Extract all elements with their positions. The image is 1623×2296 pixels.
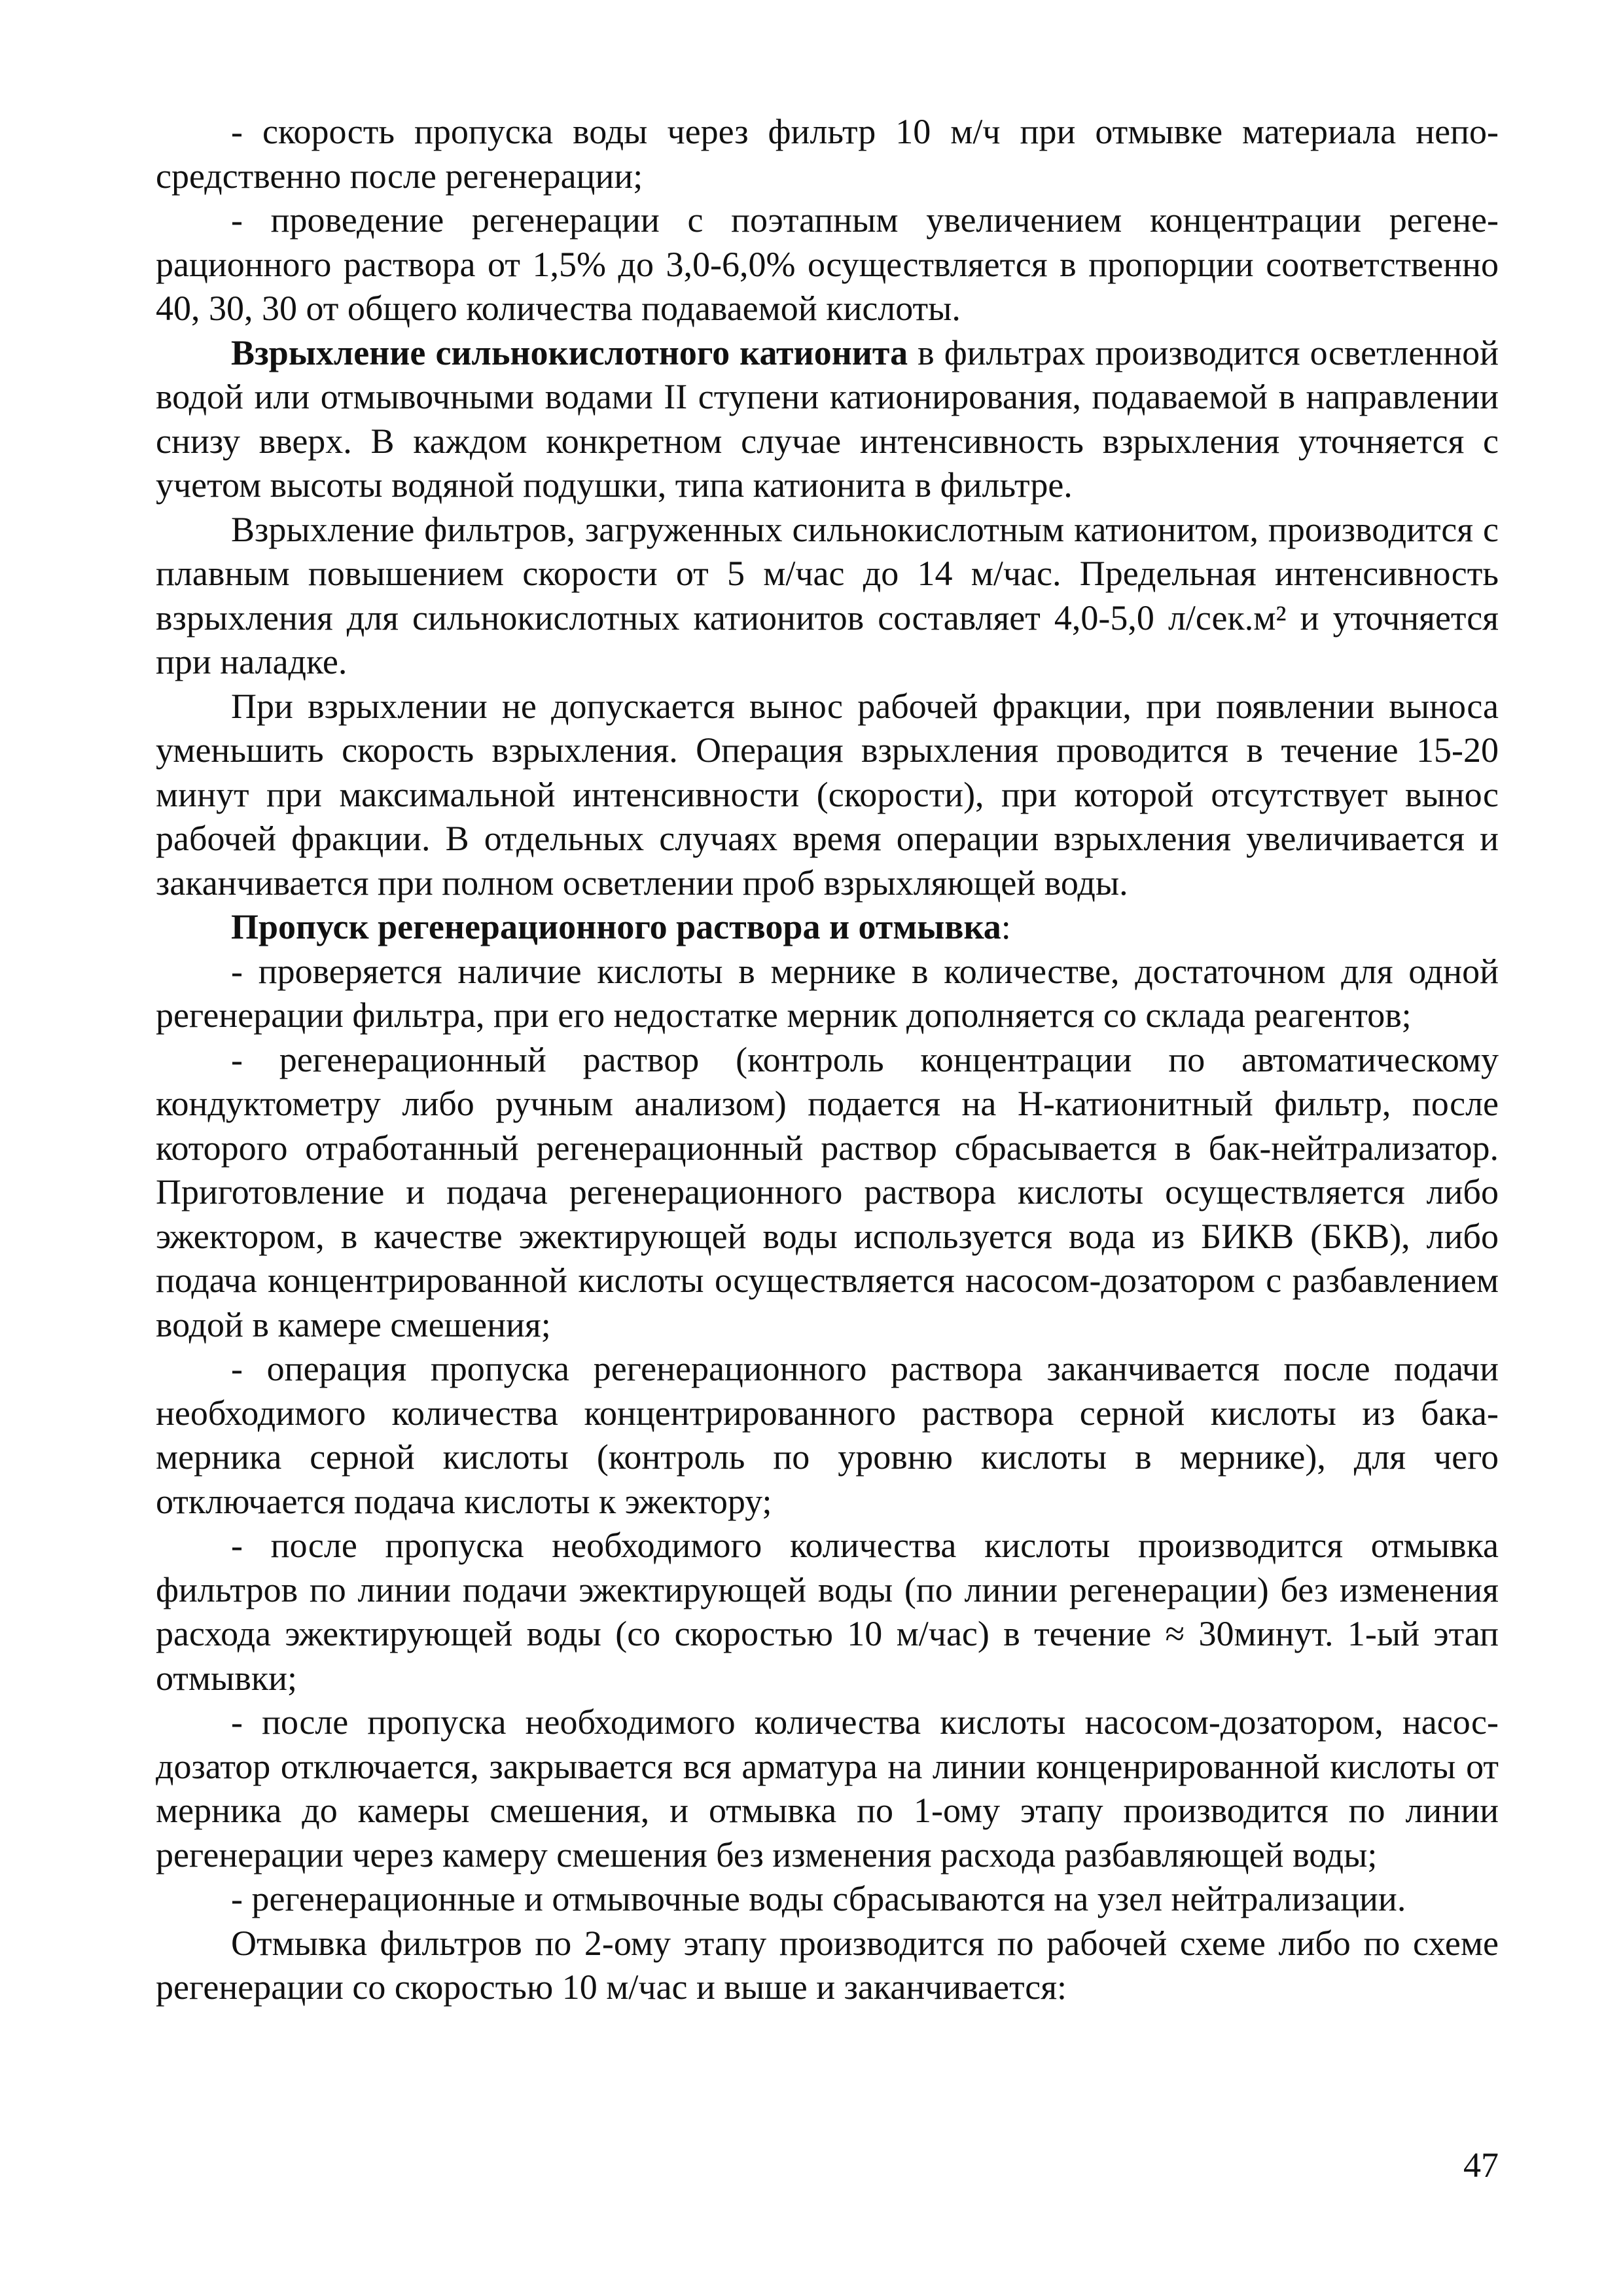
page-body: [156, 110, 1499, 2010]
paragraph-text: Взрыхление фильтров, загруженных сильнокислотным катионитом, производится с плавным повышением скорости от 5 м/час до 14 м/час. Предельная интенсивность взрыхления для сильнокислотных катионитов составляет 4,0-5,0 л/сек.м² и уточняется при наладке.: [156, 509, 1499, 681]
paragraph-text: - проверяется наличие кислоты в мернике в количестве, достаточном для одной регенерации фильтра, при его недостатке мерник дополняется со склада реагентов;: [156, 951, 1499, 1035]
paragraph-9: [156, 1347, 1499, 1524]
paragraph-text: - скорость пропуска воды через фильтр 10 м/ч при отмывке материала непосредственно после регенерации;: [156, 112, 1499, 196]
paragraph-7: [156, 950, 1499, 1038]
paragraph-2: [156, 198, 1499, 331]
paragraph-text: в фильтрах производится осветленной водой или отмывочными водами II ступени катионирования, подаваемой в направлении снизу вверх. В каждом конкретном случае интенсивность взрыхления уточняется с учетом высоты водяной подушки, типа катионита в фильтре.: [156, 332, 1499, 505]
paragraph-text: - проведение регенерации с поэтапным увеличением концентрации регенерационного раствора от 1,5% до 3,0-6,0% осуществляется в пропорции соответственно 40, 30, 30 от общего количества подаваемой кислоты.: [156, 200, 1499, 328]
paragraph-text: - после пропуска необходимого количества кислоты производится отмывка фильтров по линии подачи эжектирующей воды (по линии регенерации) без изменения расхода эжектирующей воды (со скоростью 10 м/час) в течение ≈ 30минут. 1-ый этап отмывки;: [156, 1526, 1499, 1698]
paragraph-text: При взрыхлении не допускается вынос рабочей фракции, при появлении выноса уменьшить скорость взрыхления. Операция взрыхления проводится в течение 15-20 минут при максимальной интенсивности (скорости), при которой отсутствует вынос рабочей фракции. В отдельных случаях время операции взрыхления увеличивается и заканчивается при полном осветлении проб взрыхляющей воды.: [156, 686, 1499, 903]
paragraph-13: [156, 1922, 1499, 2010]
paragraph-text: - регенерационные и отмывочные воды сбрасываются на узел нейтрализации.: [231, 1879, 1406, 1918]
paragraph-text: :: [1001, 907, 1011, 946]
paragraph-text: Отмывка фильтров по 2-ому этапу производится по рабочей схеме либо по схеме регенерации со скоростью 10 м/час и выше и заканчивается:: [156, 1923, 1499, 2007]
paragraph-text: - операция пропуска регенерационного раствора заканчивается после подачи необходимого количества концентрированного раствора серной кислоты из бака-мерника серной кислоты (контроль по уровню кислоты в мернике), для чего отключается подача кислоты к эжектору;: [156, 1349, 1499, 1521]
paragraph-text: - регенерационный раствор (контроль концентрации по автоматическому кондуктометру либо ручным анализом) подается на Н-катионитный фильтр, после которого отработанный регенерационный раствор сбрасывается в бак-нейтрализатор. Приготовление и подача регенерационного раствора кислоты осуществляется либо эжектором, в качестве эжектирующей воды используется вода из БИКВ (БКВ), либо подача концентрированной кислоты осуществляется насосом-дозатором с разбавлением водой в камере смешения;: [156, 1039, 1499, 1344]
paragraph-lead-bold: Взрыхление сильнокислотного катионита: [231, 332, 908, 372]
paragraph-3: [156, 331, 1499, 508]
paragraph-4: [156, 508, 1499, 685]
paragraph-5: [156, 685, 1499, 906]
paragraph-12: [156, 1877, 1499, 1922]
paragraph-text: - после пропуска необходимого количества кислоты насосом-дозатором, насос-дозатор отключается, закрывается вся арматура на линии конценрированной кислоты от мерника до камеры смешения, и отмывка по 1-ому этапу производится по линии регенерации через камеру смешения без изменения расхода разбавляющей воды;: [156, 1702, 1499, 1874]
paragraph-1: [156, 110, 1499, 198]
paragraph-6: [156, 905, 1499, 950]
paragraph-8: [156, 1038, 1499, 1348]
paragraph-lead-bold: Пропуск регенерационного раствора и отмывка: [231, 907, 1001, 946]
paragraph-11: [156, 1700, 1499, 1877]
paragraph-10: [156, 1524, 1499, 1700]
page-number: 47: [1463, 2145, 1499, 2185]
